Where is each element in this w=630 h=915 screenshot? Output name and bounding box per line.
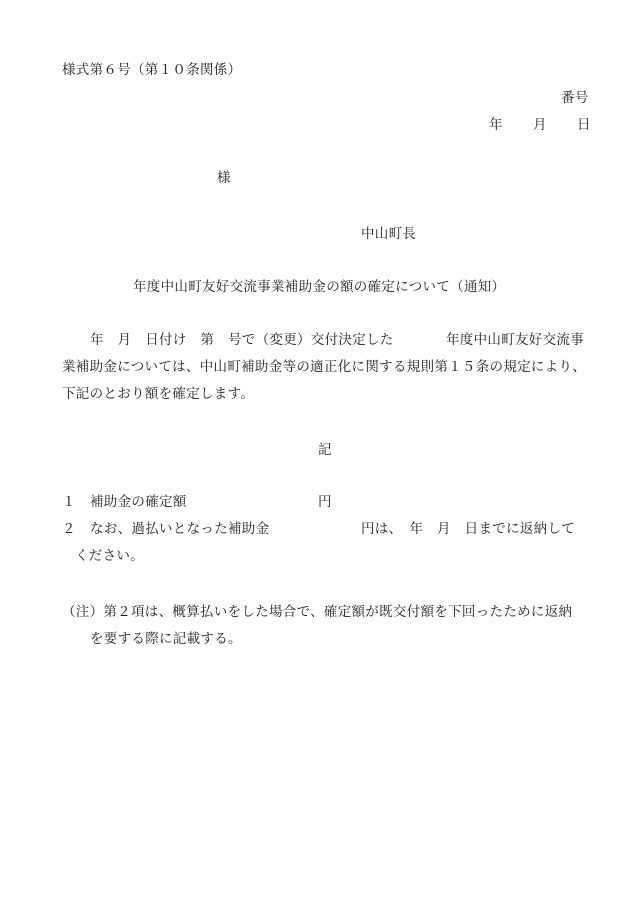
item-label: 補助金の確定額 [90, 494, 187, 510]
body-line-2: 業補助金については、中山町補助金等の適正化に関する規則第１５条の規定により、 [62, 359, 587, 375]
note-line-1: （注）第２項は、概算払いをした場合で、確定額が既交付額を下回ったために返納 [62, 604, 573, 620]
item-unit: 円 [318, 494, 332, 510]
item-number: １ [62, 494, 76, 510]
body-line-3: 下記のとおり額を確定します。 [62, 386, 255, 402]
note-line-2: を要する際に記載する。 [90, 631, 242, 647]
form-label: 様式第６号（第１０条関係） [62, 62, 242, 78]
body-line-1b: 年度中山町友好交流事 [446, 332, 584, 348]
item-continuation: ください。 [75, 548, 144, 564]
date-year-label: 年 [489, 117, 503, 133]
item-number: ２ [62, 521, 76, 537]
sender-name: 中山町長 [361, 226, 417, 242]
date-day-label: 日 [577, 117, 591, 133]
document-title: 年度中山町友好交流事業補助金の額の確定について（通知） [133, 279, 506, 295]
body-line-1a: 年 月 日付け 第 号で（変更）交付決定した [90, 332, 394, 348]
number-label: 番号 [561, 90, 589, 106]
addressee-honorific: 様 [217, 170, 231, 186]
item-text: 円は、 年 月 日までに返納して [361, 521, 576, 537]
item-label: なお、過払いとなった補助金 [90, 521, 270, 537]
ki-label: 記 [318, 442, 332, 458]
date-month-label: 月 [533, 117, 547, 133]
